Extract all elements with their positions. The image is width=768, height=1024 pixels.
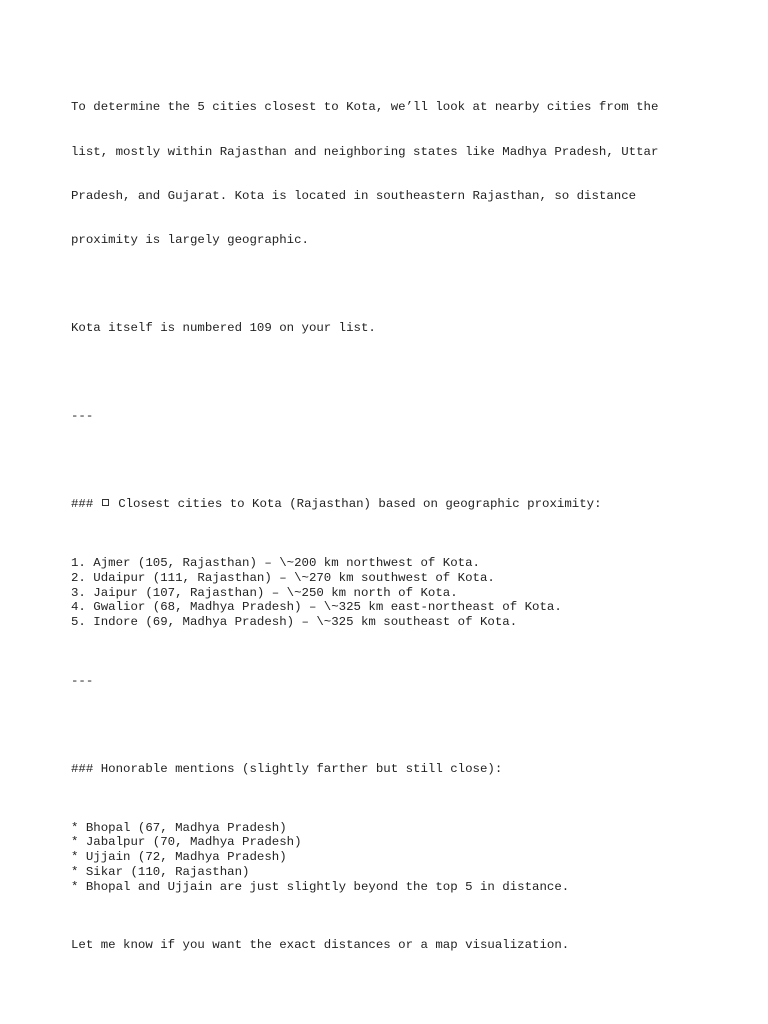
- closing-paragraph: [71, 909, 701, 983]
- closest-cities-list: [71, 556, 701, 630]
- kota-note-text: Kota itself is numbered 109 on your list.: [71, 320, 376, 335]
- list-item: * Bhopal and Ujjain are just slightly beyond the top 5 in distance.: [71, 879, 570, 894]
- heading-hashes: ###: [71, 497, 94, 512]
- intro-line: proximity is largely geographic.: [71, 232, 309, 247]
- separator-2: [71, 644, 701, 718]
- document-body: [71, 71, 701, 997]
- list-item: 5. Indore (69, Madhya Pradesh) – \~325 km southeast of Kota.: [71, 614, 518, 629]
- intro-line: Pradesh, and Gujarat. Kota is located in southeastern Rajasthan, so distance: [71, 188, 637, 203]
- honorable-mentions-list: [71, 821, 701, 895]
- intro-line: To determine the 5 cities closest to Kota, we’ll look at nearby cities from the: [71, 100, 659, 115]
- list-item: 3. Jaipur (107, Rajasthan) – \~250 km north of Kota.: [71, 585, 458, 600]
- honorable-heading-text: ### Honorable mentions (slightly farther but still close):: [71, 761, 503, 776]
- list-item: 1. Ajmer (105, Rajasthan) – \~200 km northwest of Kota.: [71, 556, 480, 571]
- intro-paragraph: [71, 71, 701, 277]
- list-item: 2. Udaipur (111, Rajasthan) – \~270 km southwest of Kota.: [71, 570, 495, 585]
- list-item: * Ujjain (72, Madhya Pradesh): [71, 850, 287, 865]
- list-item: * Bhopal (67, Madhya Pradesh): [71, 820, 287, 835]
- closest-heading-text: Closest cities to Kota (Rajasthan) based on geographic proximity:: [118, 497, 602, 512]
- list-item: * Sikar (110, Rajasthan): [71, 864, 250, 879]
- honorable-heading: [71, 733, 701, 807]
- closest-heading: [71, 468, 701, 542]
- missing-glyph-icon: [102, 499, 109, 506]
- list-item: * Jabalpur (70, Madhya Pradesh): [71, 835, 302, 850]
- intro-line: list, mostly within Rajasthan and neighboring states like Madhya Pradesh, Uttar: [71, 144, 659, 159]
- separator-text: ---: [71, 409, 94, 424]
- kota-note: [71, 292, 701, 366]
- separator-1: [71, 380, 701, 454]
- closest-heading-line: [71, 497, 701, 512]
- separator-text: ---: [71, 673, 94, 688]
- closing-text: Let me know if you want the exact distances or a map visualization.: [71, 938, 570, 953]
- list-item: 4. Gwalior (68, Madhya Pradesh) – \~325 km east-northeast of Kota.: [71, 600, 562, 615]
